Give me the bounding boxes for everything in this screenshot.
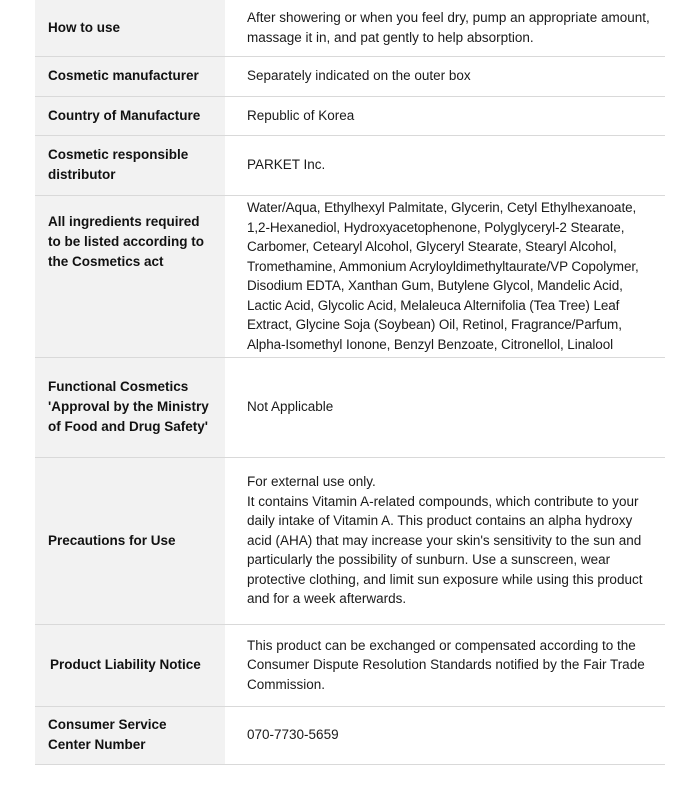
row-value-all-ingredients: Water/Aqua, Ethylhexyl Palmitate, Glycerin, Cetyl Ethylhexanoate, 1,2-Hexanediol, Hydroxyacetophenone, Polyglyceryl-2 Stearate, Carbomer, Cetearyl Alcohol, Glyceryl Stearate, Stearyl Alcohol, Tromethamine, Ammonium Acryloyldimethyltaurate/VP Copolymer, Disodium EDTA, Xanthan Gum, Butylene Glycol, Mandelic Acid, Lactic Acid, Glycolic Acid, Melaleuca Alternifolia (Tea Tree) Leaf Extract, Glycine Soja (Soybean) Oil, Retinol, Fragrance/Parfum, Alpha-Isomethyl Ionone, Benzyl Benzoate, Citronellol, Linalool [225,195,665,357]
table-row [35,357,665,457]
row-value-product-liability: This product can be exchanged or compensated according to the Consumer Dispute Resolution Standards notified by the Fair Trade Commission. [225,624,665,706]
precautions-line-external-use: For external use only. [247,474,376,490]
row-value-precautions-for-use [225,457,665,624]
row-label-product-liability: Product Liability Notice [35,624,225,706]
row-value-how-to-use: After showering or when you feel dry, pump an appropriate amount, massage it in, and pat gently to help absorption. [225,0,665,56]
table-row [35,56,665,96]
table-row [35,706,665,764]
row-value-cosmetic-manufacturer: Separately indicated on the outer box [225,56,665,96]
product-info-table [35,0,665,765]
row-value-functional-cosmetics: Not Applicable [225,357,665,457]
table-row [35,624,665,706]
row-label-functional-cosmetics: Functional Cosmetics 'Approval by the Ministry of Food and Drug Safety' [35,357,225,457]
row-label-country-of-manufacture: Country of Manufacture [35,96,225,135]
table-row [35,457,665,624]
table-row [35,195,665,357]
row-value-responsible-distributor: PARKET Inc. [225,135,665,195]
table-row [35,0,665,56]
row-value-consumer-service: 070-7730-5659 [225,706,665,764]
table-row [35,135,665,195]
table-row [35,96,665,135]
row-label-cosmetic-manufacturer: Cosmetic manufacturer [35,56,225,96]
row-label-how-to-use: How to use [35,0,225,56]
row-label-consumer-service: Consumer Service Center Number [35,706,225,764]
row-label-all-ingredients: All ingredients required to be listed according to the Cosmetics act [35,195,225,357]
row-label-precautions-for-use: Precautions for Use [35,457,225,624]
row-value-country-of-manufacture: Republic of Korea [225,96,665,135]
precautions-line-vitamin-a: It contains Vitamin A-related compounds, which contribute to your daily intake of Vitamin A. This product contains an alpha hydroxy acid (AHA) that may increase your skin's sensitivity to the sun and particularly the possibility of sunburn. Use a sunscreen, wear protective clothing, and limit sun exposure while using this product and for a week afterwards. [247,493,643,607]
row-label-responsible-distributor: Cosmetic responsible distributor [35,135,225,195]
